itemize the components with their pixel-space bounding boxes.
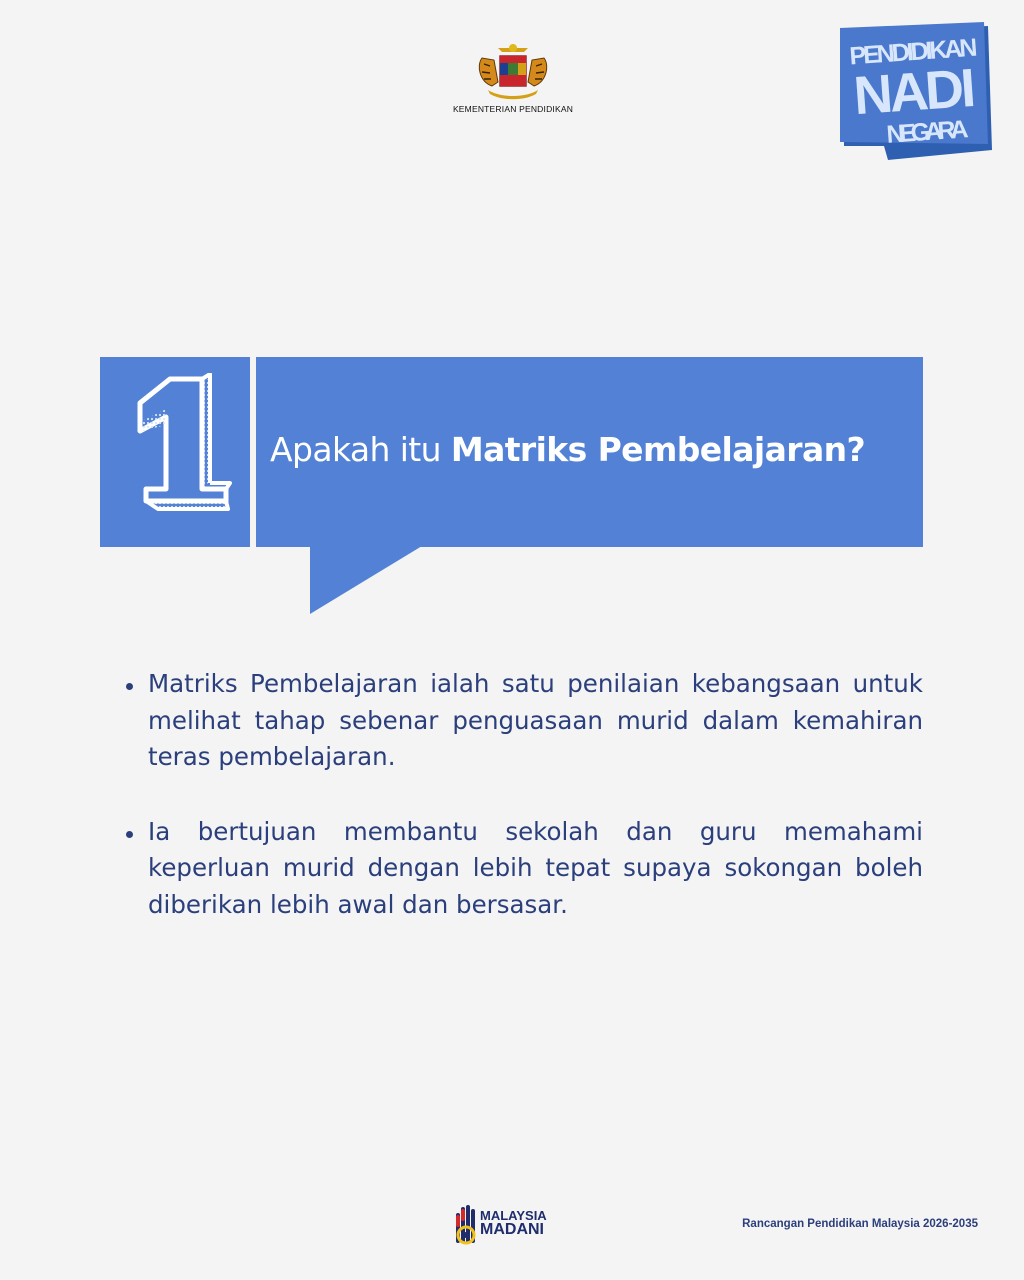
madani-line2: MADANI	[480, 1221, 544, 1238]
bullet-item: Matriks Pembelajaran ialah satu penilaian kebangsaan untuk melihat tahap sebenar penguasaan murid dalam kemahiran teras pembelajaran.	[126, 666, 923, 776]
plan-label: Rancangan Pendidikan Malaysia 2026-2035	[742, 1218, 978, 1230]
campaign-logo	[838, 22, 998, 164]
bullet-item: Ia bertujuan membantu sekolah dan guru memahami keperluan murid dengan lebih tepat supaya sokongan boleh diberikan lebih awal dan bersasar.	[126, 814, 923, 924]
question-title-bold: Matriks Pembelajaran?	[450, 430, 866, 469]
campaign-line3: NEGARA	[885, 115, 970, 149]
campaign-line1: PENDIDIKAN	[848, 33, 979, 71]
number-one-graphic	[130, 373, 232, 513]
speech-bubble-tail	[310, 546, 422, 616]
coat-of-arms-emblem	[470, 42, 556, 102]
malaysia-madani-wordmark	[480, 1209, 547, 1237]
question-title-light: Apakah itu	[270, 430, 451, 469]
ministry-label: KEMENTERIAN PENDIDIKAN	[452, 104, 574, 114]
question-title	[270, 430, 865, 469]
campaign-line2: NADI	[851, 57, 978, 127]
madani-line1: MALAYSIA	[480, 1208, 547, 1223]
bullet-list	[126, 666, 923, 961]
